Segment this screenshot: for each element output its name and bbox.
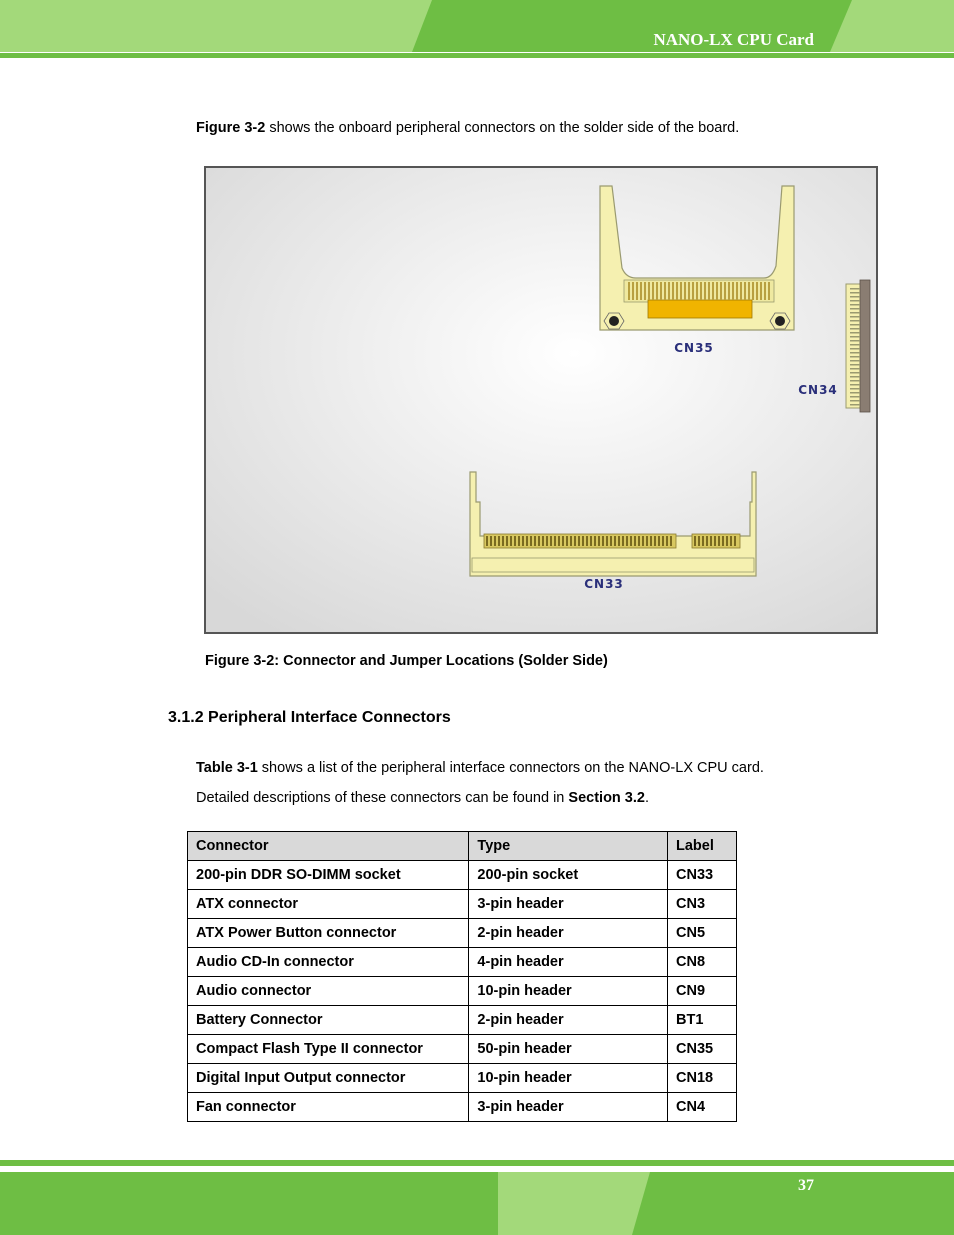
cell-type: 10-pin header — [469, 1064, 668, 1093]
cn35-pin — [672, 282, 674, 300]
cn35-pin — [640, 282, 642, 300]
cn33-pin — [666, 536, 668, 546]
page-number: 37 — [798, 1177, 814, 1194]
cn35-pin — [648, 282, 650, 300]
cn33-pin — [634, 536, 636, 546]
cn34-label: CN34 — [798, 383, 838, 397]
cn33-pin — [586, 536, 588, 546]
cn34-pin — [850, 372, 860, 374]
cn33-pin — [582, 536, 584, 546]
cn33-pin — [590, 536, 592, 546]
cn33-pin — [594, 536, 596, 546]
cell-label: CN35 — [668, 1035, 737, 1064]
cn35-pin — [656, 282, 658, 300]
cn35-pin — [716, 282, 718, 300]
cn33-pin — [606, 536, 608, 546]
cn33-pin — [526, 536, 528, 546]
cn33-pin — [506, 536, 508, 546]
cn34-pin — [850, 292, 860, 294]
cn35-pin — [728, 282, 730, 300]
table-intro-line2-end: . — [644, 790, 649, 806]
cn33-pin — [502, 536, 504, 546]
cn34-pin — [850, 324, 860, 326]
cn33-pin — [626, 536, 628, 546]
cn33-pin — [490, 536, 492, 546]
figure-caption: Figure 3-2: Connector and Jumper Locations (Solder Side) — [205, 653, 608, 669]
cn35-pin — [664, 282, 666, 300]
cn33-pin — [514, 536, 516, 546]
footer-banner — [0, 1160, 954, 1235]
table-intro-line1 — [196, 759, 764, 777]
cell-type: 200-pin socket — [469, 861, 668, 890]
cn33-pin — [546, 536, 548, 546]
table-row — [188, 890, 737, 919]
figure-reference: Figure 3-2 — [196, 120, 266, 136]
cell-label: CN18 — [668, 1064, 737, 1093]
cn34-pin — [850, 336, 860, 338]
cn35-pin — [768, 282, 770, 300]
cn34-pin — [850, 352, 860, 354]
cell-connector: Audio CD-In connector — [188, 948, 469, 977]
table-intro-text: shows a list of the peripheral interface connectors on the NANO-LX CPU card. — [257, 760, 764, 776]
column-header-connector: Connector — [188, 832, 469, 861]
cell-label: CN33 — [668, 861, 737, 890]
cn35-pin — [760, 282, 762, 300]
cn33-pin — [654, 536, 656, 546]
cn33-pin — [574, 536, 576, 546]
cn34-pin — [850, 340, 860, 342]
cn35-pin — [688, 282, 690, 300]
cn33-pin — [694, 536, 696, 546]
cell-label: CN9 — [668, 977, 737, 1006]
cell-connector: Digital Input Output connector — [188, 1064, 469, 1093]
cn34-pin — [850, 384, 860, 386]
cn33-pin — [598, 536, 600, 546]
cn35-pin — [700, 282, 702, 300]
cell-type: 2-pin header — [469, 919, 668, 948]
cn35-pin — [644, 282, 646, 300]
cn33-pin — [650, 536, 652, 546]
cn35-pin — [684, 282, 686, 300]
cn33-pin — [714, 536, 716, 546]
cell-label: CN3 — [668, 890, 737, 919]
table-row — [188, 861, 737, 890]
cn33-pin — [722, 536, 724, 546]
cn34-pin — [850, 288, 860, 290]
peripheral-connectors-table — [187, 831, 737, 1122]
table-row — [188, 1064, 737, 1093]
cell-type: 2-pin header — [469, 1006, 668, 1035]
cn33-pin — [562, 536, 564, 546]
cn34-pin — [850, 380, 860, 382]
section-reference: Section 3.2 — [568, 790, 645, 806]
cn33-pin — [570, 536, 572, 546]
cell-label: CN4 — [668, 1093, 737, 1122]
cn35-pin — [756, 282, 758, 300]
cn33-pin — [534, 536, 536, 546]
cn33-pin — [718, 536, 720, 546]
cn34-pin — [850, 320, 860, 322]
cn34-pin — [850, 392, 860, 394]
cn35-pin — [740, 282, 742, 300]
cell-label: CN8 — [668, 948, 737, 977]
cn35-pin — [696, 282, 698, 300]
cell-label: CN5 — [668, 919, 737, 948]
cn35-pin — [628, 282, 630, 300]
cn33-pin — [578, 536, 580, 546]
table-row — [188, 977, 737, 1006]
table-intro-line2 — [196, 789, 649, 807]
cn34-pin — [850, 348, 860, 350]
cn33-pin — [614, 536, 616, 546]
cn33-pin — [670, 536, 672, 546]
cn33-pin — [558, 536, 560, 546]
cn35-pin — [724, 282, 726, 300]
cn33-pin — [646, 536, 648, 546]
table-intro-line2-text: Detailed descriptions of these connectors can be found in — [196, 790, 569, 806]
cn34-pin — [850, 332, 860, 334]
table-row — [188, 1006, 737, 1035]
table-row — [188, 919, 737, 948]
cn33-pin — [630, 536, 632, 546]
cn33-pin — [542, 536, 544, 546]
cn33-pin — [642, 536, 644, 546]
cn33-pin — [554, 536, 556, 546]
cn35-pin — [668, 282, 670, 300]
cell-connector: Compact Flash Type II connector — [188, 1035, 469, 1064]
cn35-pin — [732, 282, 734, 300]
cn34-pin — [850, 316, 860, 318]
cn35-pin — [748, 282, 750, 300]
cn34-pin — [850, 368, 860, 370]
cn35-pin — [720, 282, 722, 300]
cn34-pin — [850, 356, 860, 358]
cn34-pin — [850, 364, 860, 366]
cn33-pin — [730, 536, 732, 546]
cn33-pin — [662, 536, 664, 546]
cell-connector: Fan connector — [188, 1093, 469, 1122]
cn34-pin — [850, 360, 860, 362]
cn34-pin — [850, 400, 860, 402]
cn34-pin — [850, 312, 860, 314]
table-reference: Table 3-1 — [196, 760, 258, 776]
cell-connector: 200-pin DDR SO-DIMM socket — [188, 861, 469, 890]
cn33-pin — [618, 536, 620, 546]
column-header-type: Type — [469, 832, 668, 861]
cn35-pin — [652, 282, 654, 300]
cn33-pin — [566, 536, 568, 546]
table-header-row — [188, 832, 737, 861]
cn34-pin — [850, 376, 860, 378]
cn33-pin — [726, 536, 728, 546]
cn33-pin — [510, 536, 512, 546]
cn33-pin — [638, 536, 640, 546]
cell-connector: Audio connector — [188, 977, 469, 1006]
cn33-pin — [486, 536, 488, 546]
cn34-pin — [850, 404, 860, 406]
table-row — [188, 948, 737, 977]
cn35-pin — [708, 282, 710, 300]
figure-intro-text: shows the onboard peripheral connectors on the solder side of the board. — [265, 120, 740, 136]
cn34-pin — [850, 344, 860, 346]
cn33-pin — [530, 536, 532, 546]
cn33-pin — [522, 536, 524, 546]
cn33-pin — [538, 536, 540, 546]
cn33-pin — [550, 536, 552, 546]
cn33-pin — [498, 536, 500, 546]
cell-type: 4-pin header — [469, 948, 668, 977]
cn33-pin — [710, 536, 712, 546]
cn34-pin — [850, 300, 860, 302]
cn33-pin — [622, 536, 624, 546]
cn35-pin — [676, 282, 678, 300]
cell-connector: ATX connector — [188, 890, 469, 919]
cn33-pin — [494, 536, 496, 546]
cn33-pin — [706, 536, 708, 546]
cell-label: BT1 — [668, 1006, 737, 1035]
cn34-pin — [850, 396, 860, 398]
cn35-label: CN35 — [674, 341, 714, 355]
cn35-pin — [752, 282, 754, 300]
cn33-pin — [518, 536, 520, 546]
section-heading: 3.1.2 Peripheral Interface Connectors — [168, 709, 451, 726]
cell-type: 50-pin header — [469, 1035, 668, 1064]
cn35-pin — [636, 282, 638, 300]
header-title: NANO-LX CPU Card — [653, 30, 814, 49]
cn35-pin — [764, 282, 766, 300]
cn34-pin — [850, 308, 860, 310]
cell-connector: ATX Power Button connector — [188, 919, 469, 948]
cn35-pin — [680, 282, 682, 300]
cn33-label: CN33 — [584, 577, 624, 591]
cn35-pin — [736, 282, 738, 300]
cn34-pin — [850, 304, 860, 306]
cn35-pin — [704, 282, 706, 300]
cn33-pin — [698, 536, 700, 546]
cn35-pin — [660, 282, 662, 300]
cn34-pin — [850, 388, 860, 390]
cn35-pin — [712, 282, 714, 300]
cell-type: 10-pin header — [469, 977, 668, 1006]
column-header-label: Label — [668, 832, 737, 861]
cell-type: 3-pin header — [469, 1093, 668, 1122]
cn33-pin — [734, 536, 736, 546]
cn33-pin — [702, 536, 704, 546]
cn35-pin — [632, 282, 634, 300]
cell-type: 3-pin header — [469, 890, 668, 919]
cn33-pin — [610, 536, 612, 546]
cn34-pin — [850, 328, 860, 330]
table-row — [188, 1093, 737, 1122]
table-row — [188, 1035, 737, 1064]
cn35-pin — [692, 282, 694, 300]
cn33-pin — [602, 536, 604, 546]
figure-intro — [196, 119, 739, 137]
cn33-pin — [658, 536, 660, 546]
cn35-pin — [744, 282, 746, 300]
solder-side-board-figure — [204, 166, 878, 634]
cell-connector: Battery Connector — [188, 1006, 469, 1035]
cn34-pin — [850, 296, 860, 298]
